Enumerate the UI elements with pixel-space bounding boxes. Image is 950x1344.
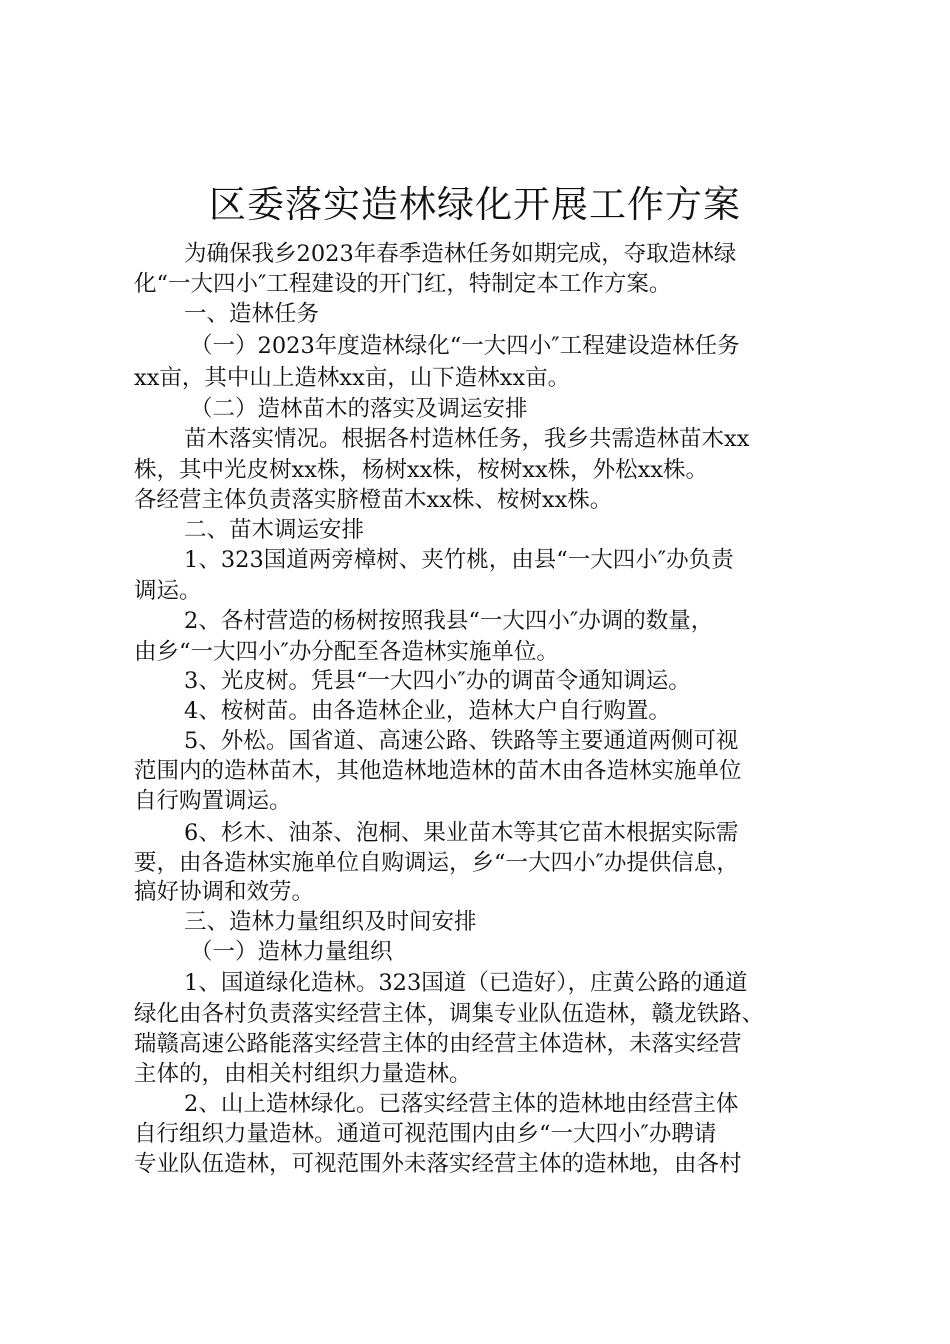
list-item-line: 1、国道绿化造林。323国道（已造好），庄黄公路的通道: [184, 970, 748, 996]
list-item-line: 3、光皮树。凭县“一大四小″办的调苗令通知调运。: [184, 668, 691, 694]
subsection-heading: （二）造林苗木的落实及调运安排: [190, 396, 528, 422]
paragraph-line: 株，其中光皮树xx株，杨树xx株，桉树xx株，外松xx株。: [134, 457, 709, 483]
list-item-line: 搞好协调和效劳。: [134, 879, 315, 905]
subsection-heading: （一）2023年度造林绿化“一大四小″工程建设造林任务: [190, 333, 740, 359]
list-item-line: 专业队伍造林，可视范围外未落实经营主体的造林地，由各村: [134, 1151, 742, 1177]
paragraph-line: 各经营主体负责落实脐橙苗木xx株、桉树xx株。: [134, 487, 613, 513]
paragraph-line: 苗木落实情况。根据各村造林任务，我乡共需造林苗木xx: [184, 426, 750, 452]
list-item-line: 范围内的造林苗木，其他造林地造林的苗木由各造林实施单位: [134, 758, 742, 784]
list-item-line: 瑞赣高速公路能落实经营主体的由经营主体造林，未落实经营: [134, 1031, 742, 1057]
section-heading: 二、苗木调运安排: [184, 517, 365, 543]
paragraph-line: 化“一大四小″工程建设的开门红，特制定本工作方案。: [134, 271, 672, 297]
list-item-line: 5、外松。国省道、高速公路、铁路等主要通道两侧可视: [184, 728, 739, 754]
list-item-line: 2、山上造林绿化。已落实经营主体的造林地由经营主体: [184, 1091, 739, 1117]
list-item-line: 自行组织力量造林。通道可视范围内由乡“一大四小″办聘请: [134, 1121, 717, 1147]
list-item-line: 6、杉木、油茶、泡桐、果业苗木等其它苗木根据实际需: [184, 820, 739, 846]
document-title: 区委落实造林绿化开展工作方案: [209, 183, 741, 226]
list-item-line: 要，由各造林实施单位自购调运，乡“一大四小″办提供信息，: [134, 850, 739, 876]
section-heading: 一、造林任务: [184, 301, 320, 327]
list-item-line: 4、桉树苗。由各造林企业，造林大户自行购置。: [184, 698, 671, 724]
list-item-line: 自行购置调运。: [134, 788, 292, 814]
list-item-line: 调运。: [134, 578, 202, 604]
list-item-line: 2、各村营造的杨树按照我县“一大四小″办调的数量，: [184, 608, 714, 634]
list-item-line: 主体的，由相关村组织力量造林。: [134, 1061, 472, 1087]
list-item-line: 由乡“一大四小″办分配至各造林实施单位。: [134, 639, 559, 665]
list-item-line: 绿化由各村负责落实经营主体，调集专业队伍造林，赣龙铁路、: [134, 1001, 765, 1027]
section-heading: 三、造林力量组织及时间安排: [184, 909, 477, 935]
paragraph-line: xx亩，其中山上造林xx亩，山下造林xx亩。: [134, 365, 571, 391]
paragraph-line: 为确保我乡2023年春季造林任务如期完成，夺取造林绿: [184, 241, 737, 267]
subsection-heading: （一）造林力量组织: [190, 939, 393, 965]
list-item-line: 1、323国道两旁樟树、夹竹桃，由县“一大四小″办负责: [184, 547, 734, 573]
